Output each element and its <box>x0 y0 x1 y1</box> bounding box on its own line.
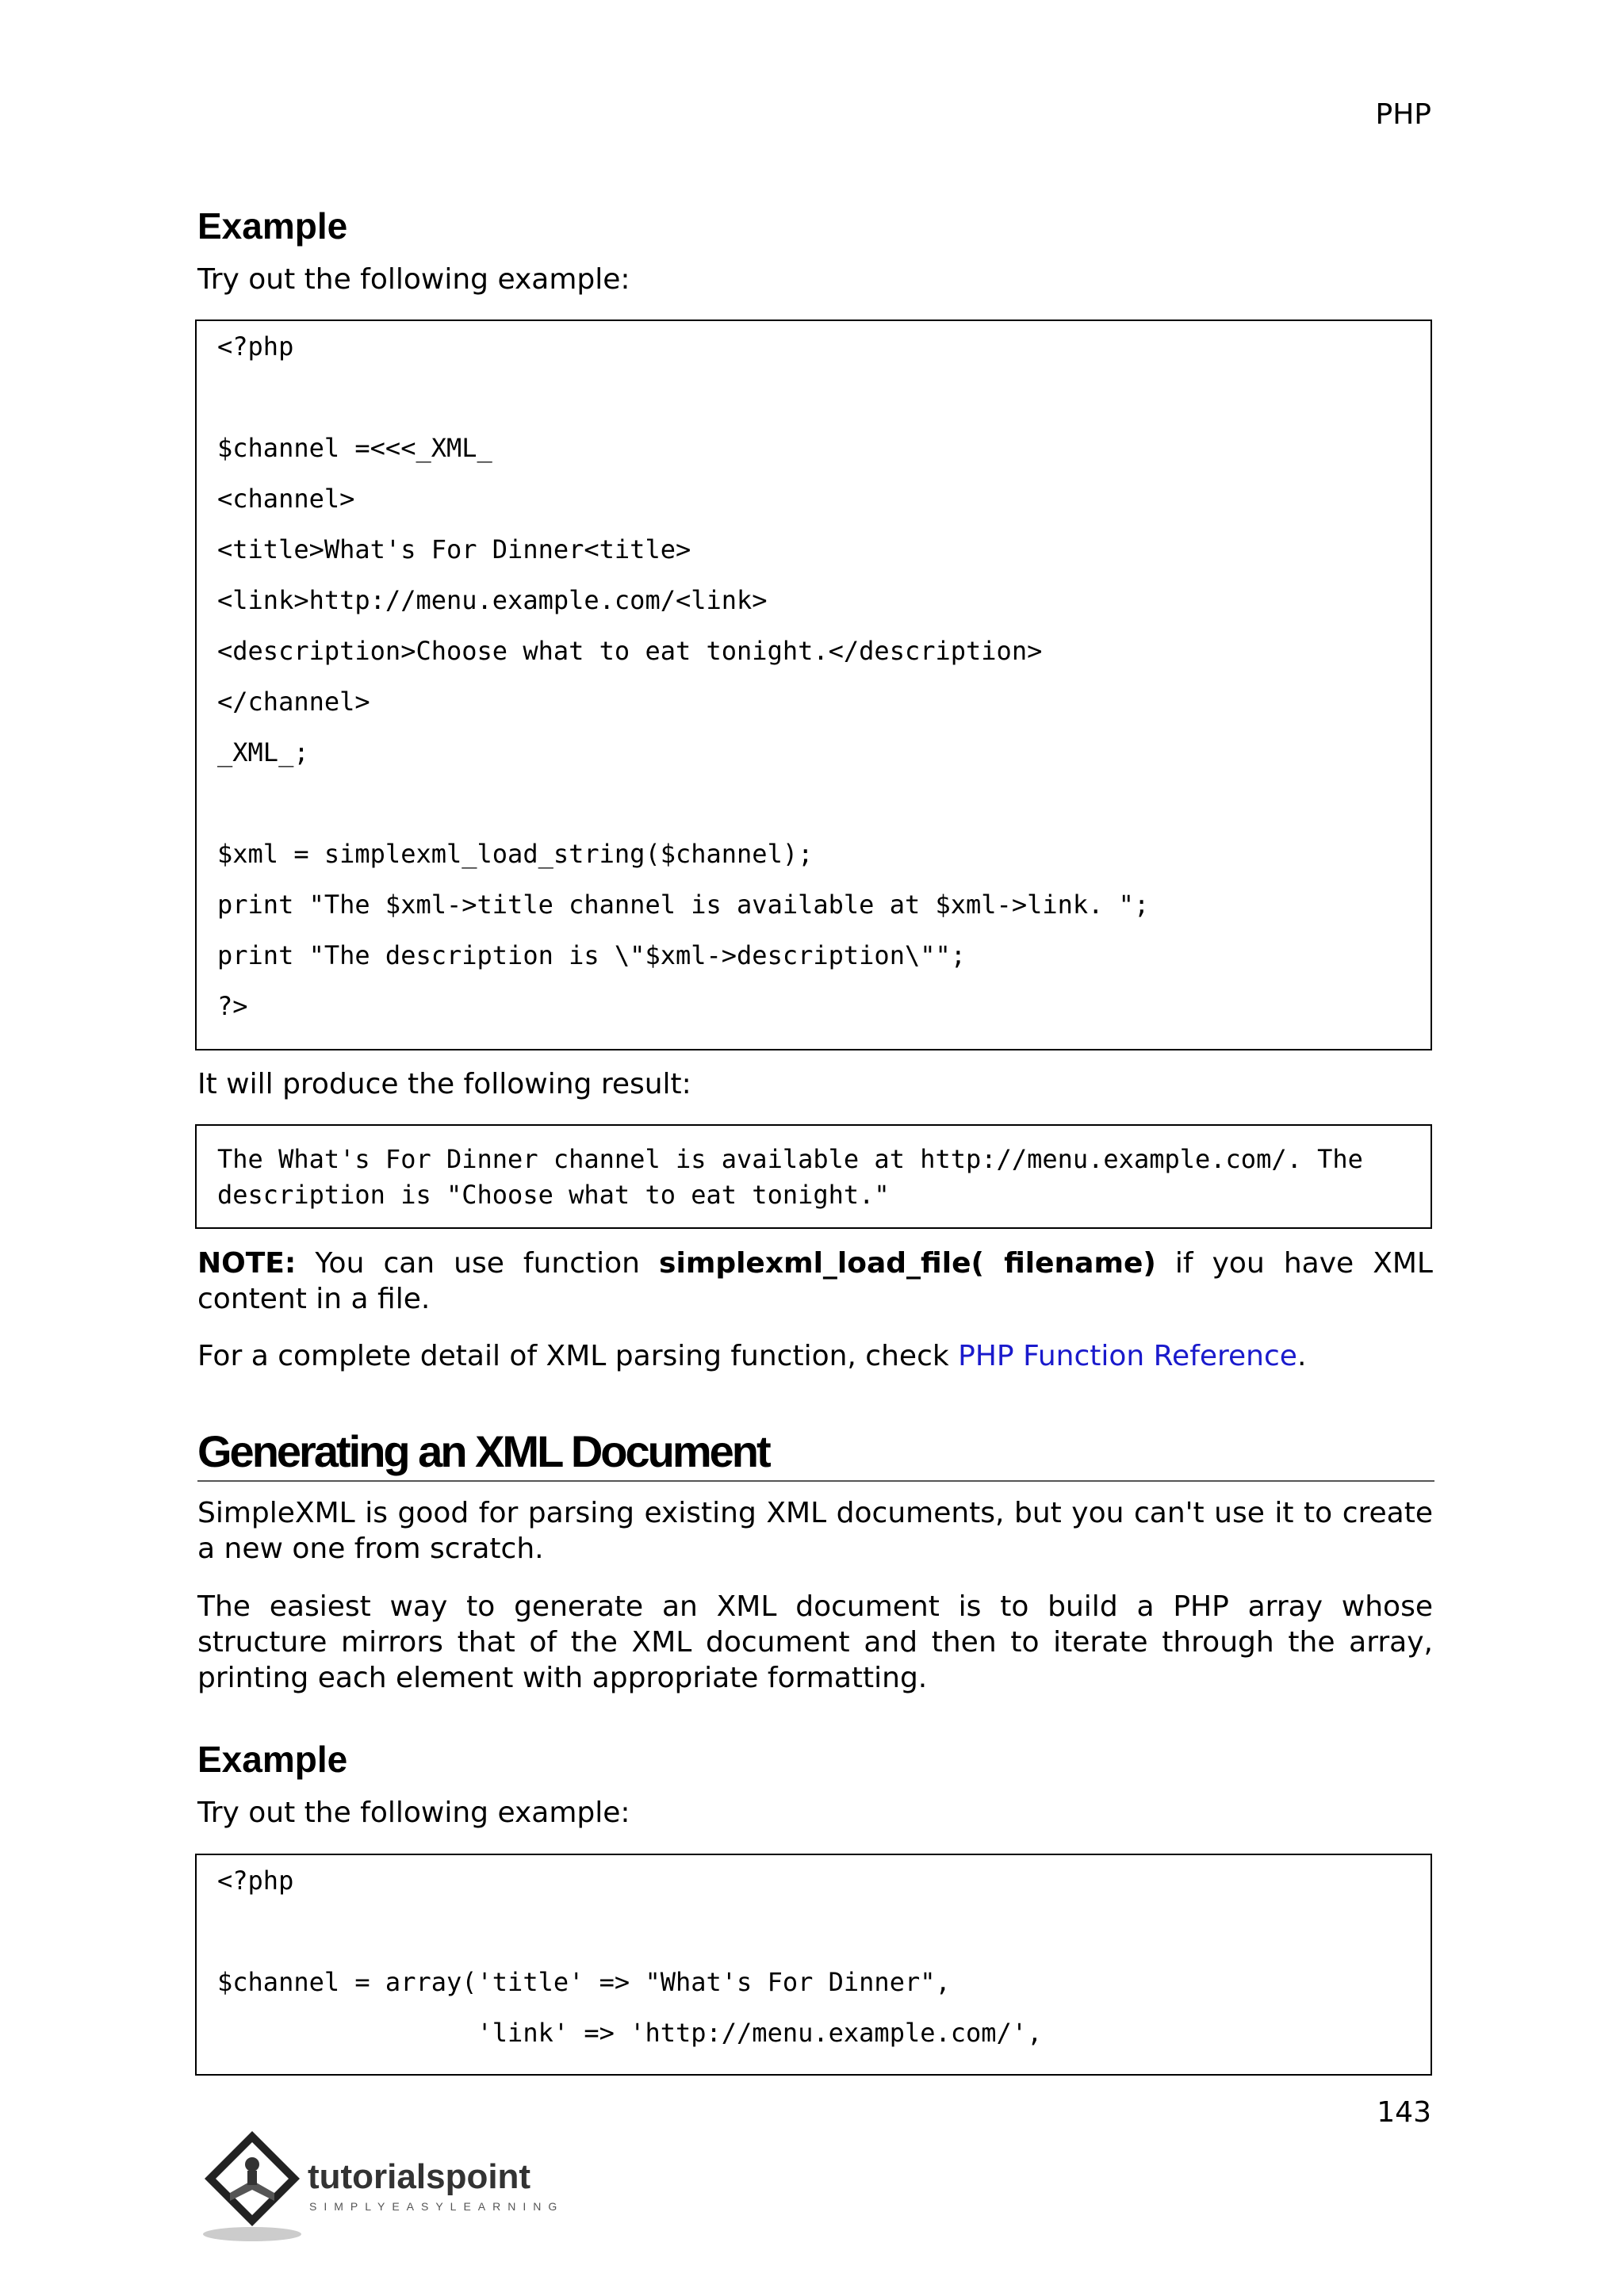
logo-shadow <box>203 2227 301 2241</box>
code-line: <link>http://menu.example.com/<link> <box>217 585 768 615</box>
result-line: The What's For Dinner channel is available at http://menu.example.com/. The <box>217 1144 1363 1174</box>
example-intro-2: Try out the following example: <box>197 1797 630 1829</box>
example-heading-1: Example <box>197 205 348 247</box>
code-line: print "The $xml->title channel is available at $xml->link. "; <box>217 890 1150 920</box>
code-line: <?php <box>217 1866 294 1896</box>
section-title: Generating an XML Document <box>197 1425 1434 1482</box>
reference-paragraph <box>197 1338 1433 1374</box>
code-line <box>217 1906 1410 1957</box>
code-line: 'link' => 'http://menu.example.com/', <box>217 2018 1043 2048</box>
code-line <box>217 778 1410 828</box>
reference-text: For a complete detail of XML parsing function, check <box>197 1340 959 1372</box>
logo-figure-body <box>247 2171 257 2185</box>
code-line: <description>Choose what to eat tonight.</description> <box>217 636 1043 666</box>
code-block-1 <box>195 320 1432 1050</box>
logo-figure-head <box>245 2157 259 2172</box>
code-line: $xml = simplexml_load_string($channel); <box>217 839 814 869</box>
example-intro-1: Try out the following example: <box>197 263 630 296</box>
code-line: _XML_; <box>217 737 309 767</box>
result-line: description is "Choose what to eat tonight." <box>217 1180 890 1210</box>
code-line: </channel> <box>217 687 370 717</box>
logo-tagline: SIMPLYEASYLEARNING <box>309 2200 565 2213</box>
tutorialspoint-logo <box>197 2125 593 2244</box>
code-block-2 <box>195 1854 1432 2076</box>
code-line: ?> <box>217 991 248 1021</box>
note-paragraph <box>197 1246 1433 1317</box>
section-paragraph-2: The easiest way to generate an XML document is to build a PHP array whose structure mirrors that of the XML document and then to iterate through the array, printing each element with appropriate formatting. <box>197 1590 1433 1694</box>
code-line <box>217 372 1410 423</box>
note-text: You can use function <box>296 1247 660 1280</box>
code-line: $channel =<<<_XML_ <box>217 433 492 463</box>
note-text: if you have XML content in a file. <box>197 1247 1433 1315</box>
note-label: NOTE: <box>197 1247 297 1280</box>
page-number: 143 <box>1377 2096 1431 2129</box>
header-label: PHP <box>1375 98 1431 131</box>
code-line: $channel = array('title' => "What's For Dinner", <box>217 1967 951 1997</box>
result-block <box>195 1124 1432 1229</box>
example-heading-2: Example <box>197 1739 348 1780</box>
code-line: <?php <box>217 331 294 362</box>
code-line: <title>What's For Dinner<title> <box>217 534 691 564</box>
code-line: <channel> <box>217 484 355 514</box>
php-function-reference-link[interactable]: PHP Function Reference <box>958 1340 1297 1372</box>
note-function: simplexml_load_file( filename) <box>659 1247 1156 1280</box>
result-intro: It will produce the following result: <box>197 1068 691 1100</box>
reference-end: . <box>1297 1340 1307 1372</box>
code-line: print "The description is \"$xml->description\""; <box>217 940 967 970</box>
logo-text: tutorialspoint <box>308 2157 531 2196</box>
section-paragraph-1: SimpleXML is good for parsing existing XML documents, but you can't use it to create a new one from scratch. <box>197 1497 1433 1565</box>
